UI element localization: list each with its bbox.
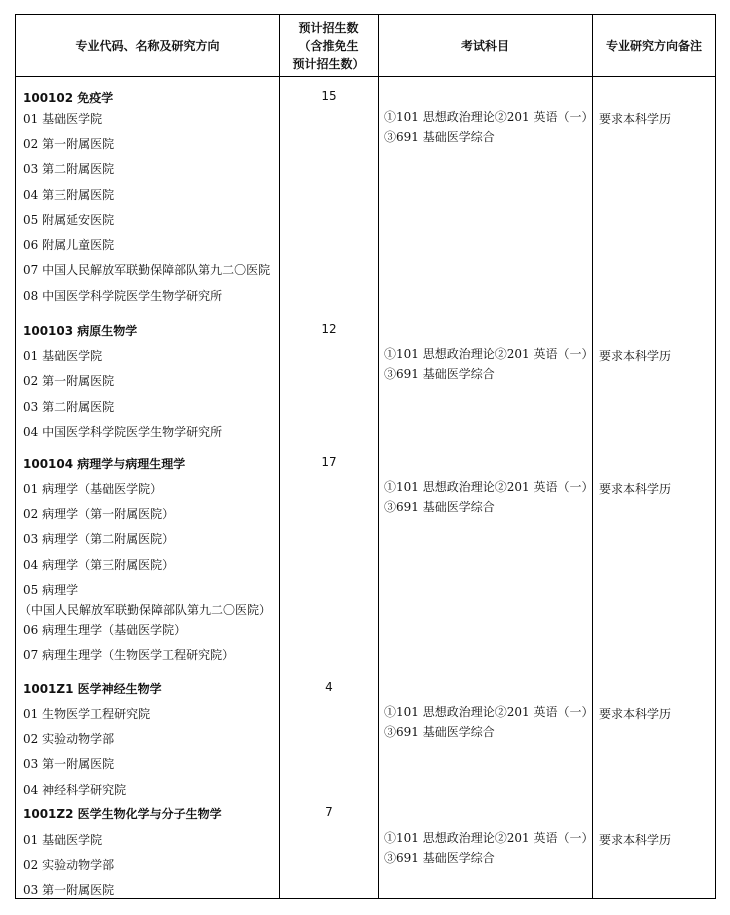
remark: 要求本科学历	[599, 707, 672, 721]
remark: 要求本科学历	[599, 349, 672, 363]
research-direction: 01 基础医学院	[23, 112, 103, 126]
enrollment-count: 17	[321, 455, 337, 469]
exam-line: ①101 思想政治理论②201 英语（一）	[384, 110, 594, 124]
header-count-line3: 预计招生数）	[292, 56, 365, 71]
exam-subjects	[384, 107, 593, 147]
research-direction: 02 第一附属医院	[23, 137, 115, 151]
research-direction: 01 基础医学院	[23, 349, 103, 363]
exam-line: ③691 基础医学综合	[384, 130, 495, 144]
research-direction: 06 附属儿童医院	[23, 238, 115, 252]
research-direction: 01 基础医学院	[23, 833, 103, 847]
research-direction: 04 中国医学科学院医学生物学研究所	[23, 425, 223, 439]
exam-line: ③691 基础医学综合	[384, 725, 495, 739]
exam-line: ③691 基础医学综合	[384, 851, 495, 865]
research-direction: 03 第一附属医院	[23, 883, 115, 897]
research-direction: 01 病理学（基础医学院）	[23, 482, 163, 496]
research-direction: 03 第一附属医院	[23, 757, 115, 771]
research-direction: 06 病理生理学（基础医学院）	[23, 623, 187, 637]
research-direction: 02 第一附属医院	[23, 374, 115, 388]
research-direction: 03 病理学（第二附属医院）	[23, 532, 175, 546]
research-direction: 07 病理生理学（生物医学工程研究院）	[23, 648, 235, 662]
header-remarks: 专业研究方向备注	[605, 38, 702, 53]
major-code-name: 1001Z1 医学神经生物学	[23, 682, 162, 696]
research-direction: 05 附属延安医院	[23, 213, 115, 227]
exam-subjects	[384, 702, 593, 742]
research-direction: 01 生物医学工程研究院	[23, 707, 151, 721]
enrollment-count: 7	[325, 805, 333, 819]
remark: 要求本科学历	[599, 112, 672, 126]
header-divider	[16, 76, 715, 77]
exam-line: ①101 思想政治理论②201 英语（一）	[384, 831, 594, 845]
major-code-name: 100104 病理学与病理生理学	[23, 457, 186, 471]
header-count-line2: （含推免生	[298, 38, 359, 53]
enrollment-count: 15	[321, 89, 337, 103]
exam-subjects	[384, 828, 593, 868]
exam-line: ③691 基础医学综合	[384, 500, 495, 514]
enrollment-count: 4	[325, 680, 333, 694]
exam-line: ①101 思想政治理论②201 英语（一）	[384, 480, 594, 494]
remark: 要求本科学历	[599, 482, 672, 496]
exam-line: ①101 思想政治理论②201 英语（一）	[384, 347, 594, 361]
exam-subjects	[384, 477, 593, 517]
research-direction: 04 神经科学研究院	[23, 783, 127, 797]
research-direction: 03 第二附属医院	[23, 162, 115, 176]
research-direction: 02 病理学（第一附属医院）	[23, 507, 175, 521]
research-direction-continued: （中国人民解放军联勤保障部队第九二〇医院）	[19, 603, 272, 617]
enrollment-table	[15, 14, 716, 899]
header-major-name: 专业代码、名称及研究方向	[75, 38, 220, 53]
research-direction: 08 中国医学科学院医学生物学研究所	[23, 289, 223, 303]
header-enrollment-count	[279, 15, 378, 76]
research-direction: 05 病理学	[23, 583, 79, 597]
header-exam-subjects: 考试科目	[460, 38, 509, 53]
header-count-line1: 预计招生数	[298, 20, 359, 35]
enrollment-count: 12	[321, 322, 337, 336]
research-direction: 02 实验动物学部	[23, 732, 115, 746]
major-code-name: 100102 免疫学	[23, 91, 114, 105]
major-code-name: 1001Z2 医学生物化学与分子生物学	[23, 807, 222, 821]
research-direction: 04 第三附属医院	[23, 188, 115, 202]
research-direction: 02 实验动物学部	[23, 858, 115, 872]
research-direction: 03 第二附属医院	[23, 400, 115, 414]
research-direction: 04 病理学（第三附属医院）	[23, 558, 175, 572]
exam-subjects	[384, 344, 593, 384]
remark: 要求本科学历	[599, 833, 672, 847]
column-divider	[592, 15, 593, 898]
column-divider	[378, 15, 379, 898]
research-direction: 07 中国人民解放军联勤保障部队第九二〇医院	[23, 263, 271, 277]
exam-line: ①101 思想政治理论②201 英语（一）	[384, 705, 594, 719]
major-code-name: 100103 病原生物学	[23, 324, 138, 338]
exam-line: ③691 基础医学综合	[384, 367, 495, 381]
